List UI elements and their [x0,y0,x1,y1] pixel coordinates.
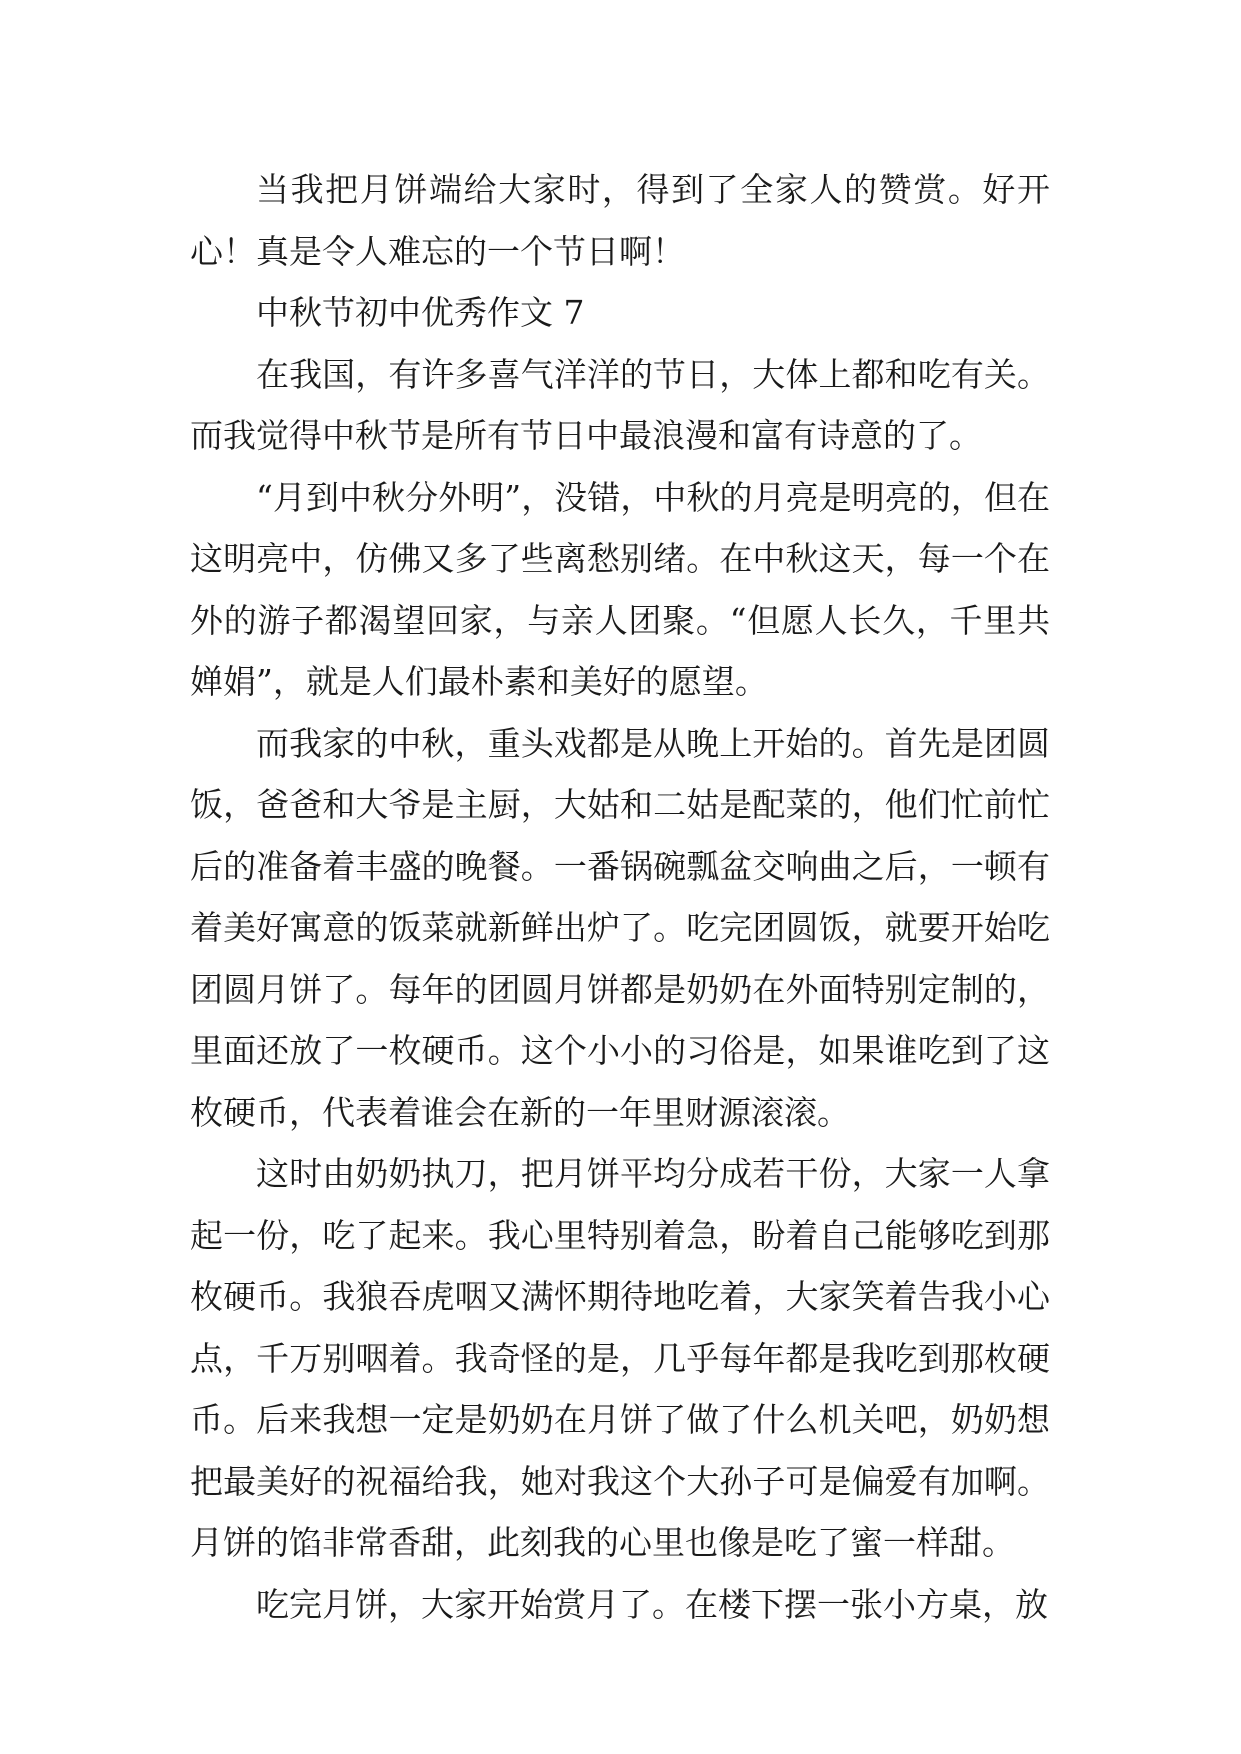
essay-body [190,159,1050,1635]
essay-heading: 中秋节初中优秀作文 7 [256,293,585,332]
paragraph-praise: 当我把月饼端给大家时，得到了全家人的赞赏。好开心！真是令人难忘的一个节日啊！ [190,170,1050,271]
paragraph-moon: “月到中秋分外明”，没错，中秋的月亮是明亮的，但在这明亮中，仿佛又多了些离愁别绪。在中秋这天，每一个在外的游子都渴望回家，与亲人团聚。“但愿人长久，千里共婵娟”，就是人们最朴素和美好的愿望。 [190,477,1050,701]
paragraph-coin: 这时由奶奶执刀，把月饼平均分成若干份，大家一人拿起一份，吃了起来。我心里特别着急，盼着自己能够吃到那枚硬币。我狼吞虎咽又满怀期待地吃着，大家笑着告我小心点，千万别咽着。我奇怪的是，几乎每年都是我吃到那枚硬币。后来我想一定是奶奶在月饼了做了什么机关吧，奶奶想把最美好的祝福给我，她对我这个大孙子可是偏爱有加啊。月饼的馅非常香甜，此刻我的心里也像是吃了蜜一样甜。 [190,1154,1050,1562]
paragraph-moon-viewing: 吃完月饼，大家开始赏月了。在楼下摆一张小方桌，放 [256,1584,1048,1624]
paragraph-intro: 在我国，有许多喜气洋洋的节日，大体上都和吃有关。而我觉得中秋节是所有节日中最浪漫和富有诗意的了。 [190,354,1050,455]
paragraph-dinner: 而我家的中秋，重头戏都是从晚上开始的。首先是团圆饭，爸爸和大爷是主厨，大姑和二姑是配菜的，他们忙前忙后的准备着丰盛的晚餐。一番锅碗瓢盆交响曲之后，一顿有着美好寓意的饭菜就新鲜出炉了。吃完团圆饭，就要开始吃团圆月饼了。每年的团圆月饼都是奶奶在外面特别定制的，里面还放了一枚硬币。这个小小的习俗是，如果谁吃到了这枚硬币，代表着谁会在新的一年里财源滚滚。 [190,723,1050,1132]
